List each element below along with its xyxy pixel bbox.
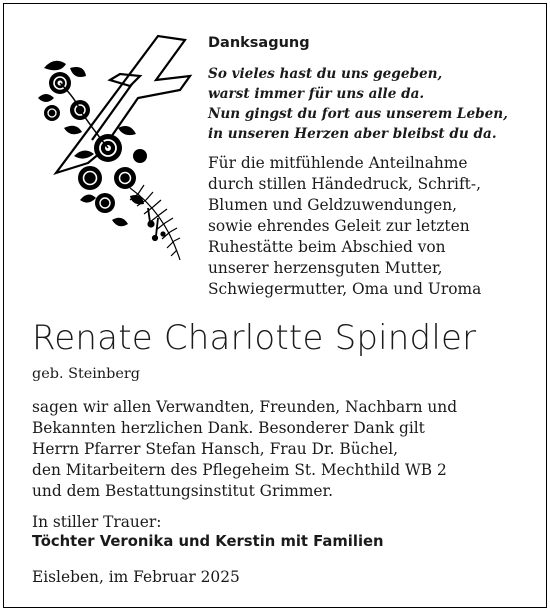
thanks-line: Ruhestätte beim Abschied von bbox=[208, 238, 446, 256]
body-line: sagen wir allen Verwandten, Freunden, Nachbarn und bbox=[32, 398, 458, 416]
thanks-column bbox=[208, 34, 528, 300]
poem-line: warst immer für uns alle da. bbox=[208, 86, 425, 102]
poem-line: in unseren Herzen aber bleibst du da. bbox=[208, 126, 497, 142]
thanks-line: Blumen und Geldzuwendungen, bbox=[208, 196, 458, 214]
thanks-line: durch stillen Händedruck, Schrift-, bbox=[208, 175, 481, 193]
thanks-line: unserer herzensguten Mutter, bbox=[208, 259, 443, 277]
acknowledgement-paragraph bbox=[32, 397, 457, 502]
signers bbox=[32, 532, 384, 552]
body-line: den Mitarbeitern des Pflegeheim St. Mechthild WB 2 bbox=[32, 461, 447, 479]
thanks-paragraph bbox=[208, 153, 528, 300]
thanks-line: sowie ehrendes Geleit zur letzten bbox=[208, 217, 470, 235]
notice-heading: Danksagung bbox=[208, 35, 310, 51]
cross-with-roses-illustration bbox=[30, 28, 195, 268]
birth-name: geb. Steinberg bbox=[32, 366, 140, 382]
signers-line: Töchter Veronika und Kerstin mit Familien bbox=[32, 533, 384, 550]
body-line: und dem Bestattungsinstitut Grimmer. bbox=[32, 482, 334, 500]
memorial-poem bbox=[208, 64, 528, 144]
thanks-line: Schwiegermutter, Oma und Uroma bbox=[208, 280, 482, 298]
poem-line: So vieles hast du uns gegeben, bbox=[208, 66, 443, 82]
mourning-label: In stiller Trauer: bbox=[32, 513, 162, 531]
poem-line: Nun gingst du fort aus unserem Leben, bbox=[208, 106, 508, 122]
place-and-date: Eisleben, im Februar 2025 bbox=[32, 568, 240, 586]
thanks-line: Für die mitfühlende Anteilnahme bbox=[208, 154, 468, 172]
body-line: Herrn Pfarrer Stefan Hansch, Frau Dr. Büchel, bbox=[32, 440, 399, 458]
deceased-name: Renate Charlotte Spindler bbox=[32, 318, 477, 358]
body-line: Bekannten herzlichen Dank. Besonderer Dank gilt bbox=[32, 419, 425, 437]
